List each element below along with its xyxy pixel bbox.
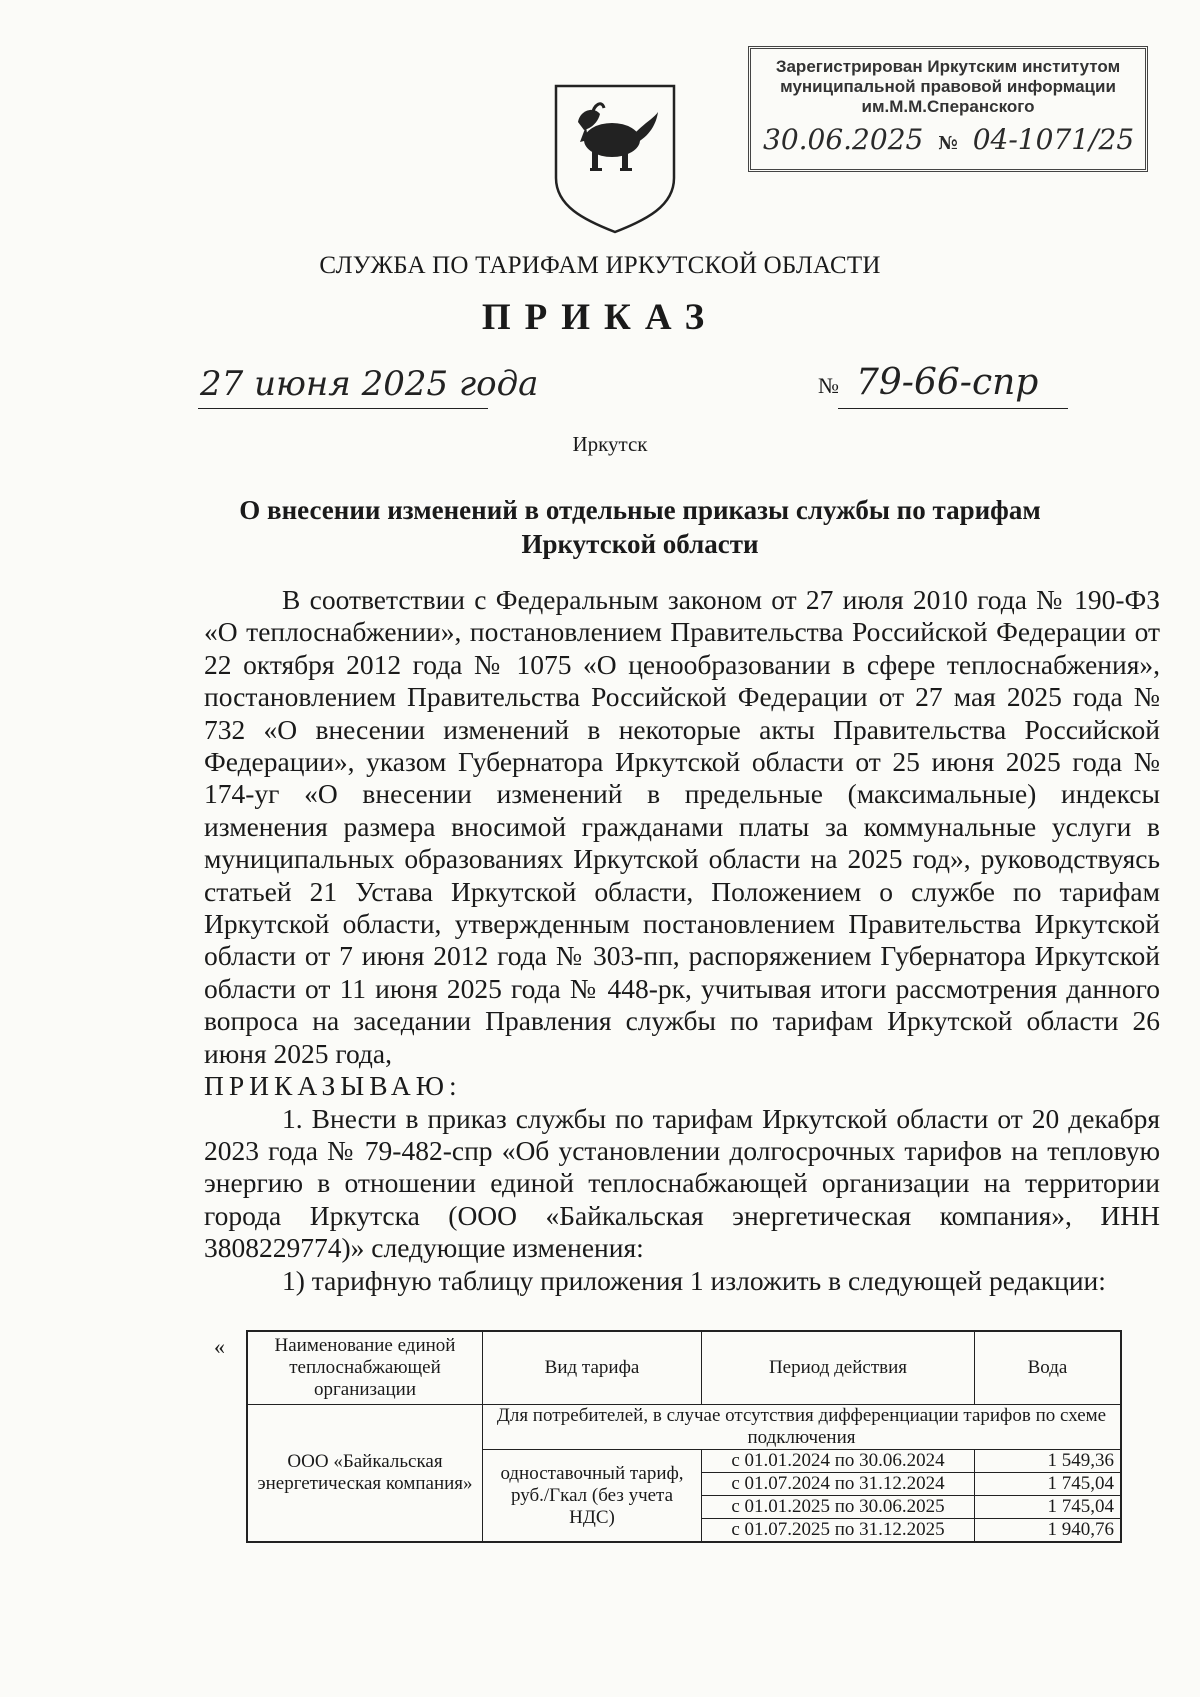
period-cell: с 01.01.2024 по 30.06.2024 xyxy=(702,1450,975,1473)
period-cell: с 01.07.2025 по 31.12.2025 xyxy=(702,1519,975,1543)
stamp-reg-date: 30.06.2025 xyxy=(763,123,924,156)
stamp-line-1: Зарегистрирован Иркутским институтом xyxy=(775,57,1121,76)
water-value-cell: 1 940,76 xyxy=(975,1519,1122,1543)
stamp-reg-number: 04-1071/25 xyxy=(972,123,1135,156)
coat-of-arms-icon xyxy=(550,82,680,234)
stamp-line-3: им.М.М.Сперанского xyxy=(861,97,1035,116)
section-label-cell: Для потребителей, в случае отсутствия дифференциации тарифов по схеме подключения xyxy=(483,1405,1122,1450)
table-section-row xyxy=(247,1405,1121,1450)
date-underline xyxy=(198,408,488,409)
item-1: 1. Внести в приказ службы по тарифам Иркутской области от 20 декабря 2023 года № 79-482-спр «Об установлении долгосрочных тарифов на тепловую энергию в отношении единой теплоснабжающей организации на территории города Иркутска (ООО «Байкальская энергетическая компания», ИНН 3808229774)» следующие изменения: xyxy=(204,1102,1160,1264)
city: Иркутск xyxy=(572,432,648,456)
period-cell: с 01.01.2025 по 30.06.2025 xyxy=(702,1496,975,1519)
stamp-line-2: муниципальной правовой информации xyxy=(780,77,1116,96)
order-word: ПРИКАЗЫВАЮ: xyxy=(204,1070,462,1102)
table-header-row xyxy=(247,1331,1121,1405)
preamble-paragraph: В соответствии с Федеральным законом от 27 июля 2010 года № 190-ФЗ «О теплоснабжении», постановлением Правительства Российской Федерации от 22 октября 2012 года № 1075 «О ценообразовании в сфере теплоснабжения», постановлением Правительства Российской Федерации от 27 мая 2025 года № 732 «О внесении изменений в некоторые акты Правительства Российской Федерации», указом Губернатора Иркутской области от 25 июня 2025 года № 174-уг «О внесении изменений в предельные (максимальные) индексы изменения размера вносимой гражданами платы за коммунальные услуги в муниципальных образованиях Иркутской области на 2025 год», руководствуясь статьей 21 Устава Иркутской области, Положением о службе по тарифам Иркутской области, утвержденным постановлением Правительства Иркутской области от 7 июня 2012 года № 303-пп, распоряжением Губернатора Иркутской области от 11 июня 2025 года № 448-рк, учитывая итоги рассмотрения данного вопроса на заседании Правления службы по тарифам Иркутской области 26 июня 2025 года, xyxy=(204,584,1160,1069)
heading-line-1: О внесении изменений в отдельные приказы службы по тарифам xyxy=(239,495,1041,525)
document-date: 27 июня 2025 года xyxy=(200,364,539,404)
tariff-table xyxy=(246,1330,1122,1543)
quote-open: « xyxy=(214,1334,225,1359)
heading-line-2: Иркутской области xyxy=(521,529,759,559)
item-1-sub-1: 1) тарифную таблицу приложения 1 изложить в следующей редакции: xyxy=(282,1264,1106,1296)
document-type: ПРИКАЗ xyxy=(481,297,719,338)
stamp-no-label: № xyxy=(938,133,958,154)
header-tariff-kind: Вид тарифа xyxy=(483,1331,702,1405)
agency-name: СЛУЖБА ПО ТАРИФАМ ИРКУТСКОЙ ОБЛАСТИ xyxy=(319,252,881,279)
document-body xyxy=(204,584,1160,1297)
header-period: Период действия xyxy=(702,1331,975,1405)
water-value-cell: 1 549,36 xyxy=(975,1450,1122,1473)
number-underline xyxy=(838,408,1068,409)
tariff-kind-cell: одноставочный тариф, руб./Гкал (без учета НДС) xyxy=(483,1450,702,1543)
water-value-cell: 1 745,04 xyxy=(975,1496,1122,1519)
document-number: 79-66-спр xyxy=(856,362,1039,403)
water-value-cell: 1 745,04 xyxy=(975,1473,1122,1496)
stamp-registration xyxy=(763,123,1133,156)
document-heading xyxy=(200,493,1080,561)
header-water: Вода xyxy=(975,1331,1122,1405)
header-org: Наименование единой теплоснабжающей организации xyxy=(247,1331,483,1405)
org-name-cell: ООО «Байкальская энергетическая компания» xyxy=(247,1405,483,1543)
period-cell: с 01.07.2024 по 31.12.2024 xyxy=(702,1473,975,1496)
registration-stamp xyxy=(748,46,1148,172)
number-label: № xyxy=(818,373,839,398)
